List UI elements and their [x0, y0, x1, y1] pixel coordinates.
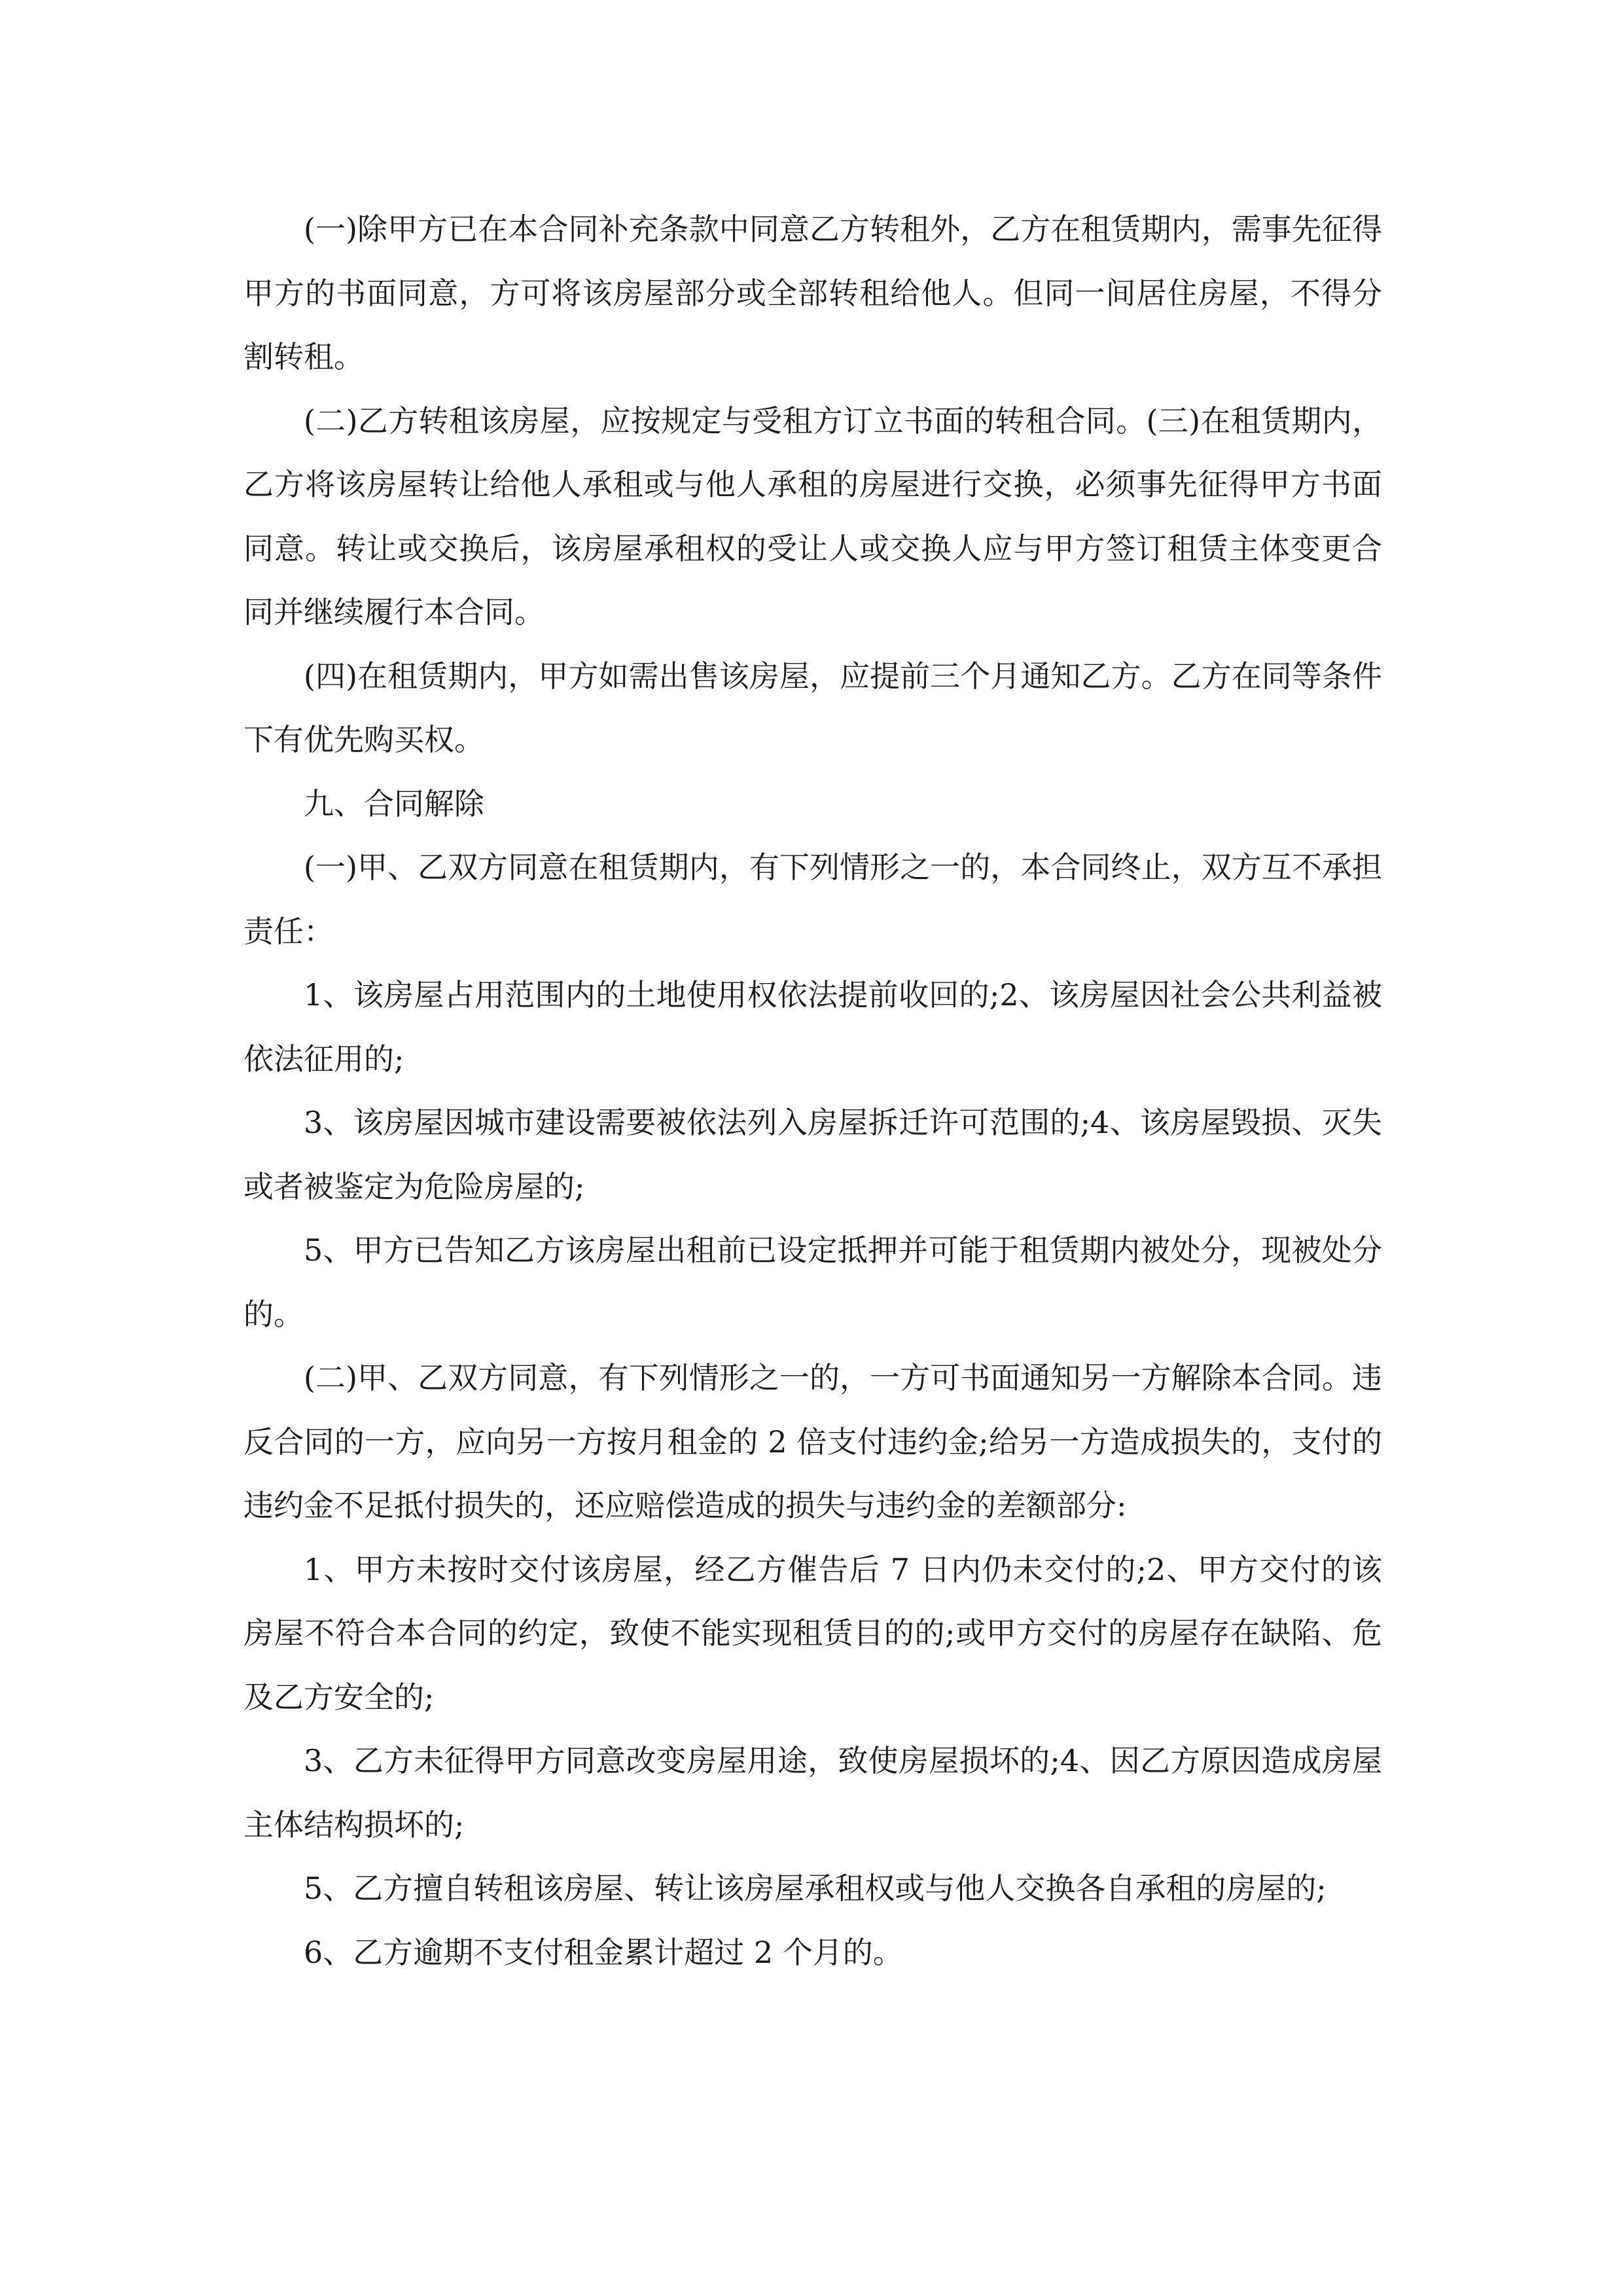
list-item-rescission-6: 6、乙方逾期不支付租金累计超过 2 个月的。 — [304, 1934, 903, 1970]
paragraph-sublease-consent: (一)除甲方已在本合同补充条款中同意乙方转租外，乙方在租赁期内，需事先征得甲方的书面同意，方可将该房屋部分或全部转租给他人。但同一间居住房屋，不得分割转租。 — [243, 211, 1382, 374]
paragraph-sublease-contract: (二)乙方转租该房屋，应按规定与受租方订立书面的转租合同。(三)在租赁期内，乙方将该房屋转让给他人承租或与他人承租的房屋进行交换，必须事先征得甲方书面同意。转让或交换后，该房屋承租权的受让人或交换人应与甲方签订租赁主体变更合同并继续履行本合同。 — [243, 403, 1382, 630]
paragraph-unilateral-rescission: (二)甲、乙双方同意，有下列情形之一的，一方可书面通知另一方解除本合同。违反合同的一方，应向另一方按月租金的 2 倍支付违约金;给另一方造成损失的，支付的违约金不足抵付损失的，还应赔偿造成的损失与违约金的差额部分: — [243, 1360, 1382, 1523]
list-item-termination-3-4: 3、该房屋因城市建设需要被依法列入房屋拆迁许可范围的;4、该房屋毁损、灭失或者被鉴定为危险房屋的; — [243, 1105, 1382, 1204]
section-heading-termination: 九、合同解除 — [304, 785, 484, 821]
document-body — [243, 198, 1382, 1984]
list-item-rescission-5: 5、乙方擅自转租该房屋、转让该房屋承租权或与他人交换各自承租的房屋的; — [304, 1871, 1327, 1906]
list-item-termination-5: 5、甲方已告知乙方该房屋出租前已设定抵押并可能于租赁期内被处分，现被处分的。 — [243, 1232, 1382, 1332]
list-item-rescission-1-2: 1、甲方未按时交付该房屋，经乙方催告后 7 日内仍未交付的;2、甲方交付的该房屋不符合本合同的约定，致使不能实现租赁目的的;或甲方交付的房屋存在缺陷、危及乙方安全的; — [243, 1551, 1382, 1715]
list-item-termination-1-2: 1、该房屋占用范围内的土地使用权依法提前收回的;2、该房屋因社会公共利益被依法征用的; — [243, 977, 1382, 1077]
paragraph-sale-priority: (四)在租赁期内，甲方如需出售该房屋，应提前三个月通知乙方。乙方在同等条件下有优先购买权。 — [243, 658, 1382, 757]
list-item-rescission-3-4: 3、乙方未征得甲方同意改变房屋用途，致使房屋损坏的;4、因乙方原因造成房屋主体结构损坏的; — [243, 1743, 1382, 1842]
paragraph-mutual-termination: (一)甲、乙双方同意在租赁期内，有下列情形之一的，本合同终止，双方互不承担责任： — [243, 850, 1382, 949]
